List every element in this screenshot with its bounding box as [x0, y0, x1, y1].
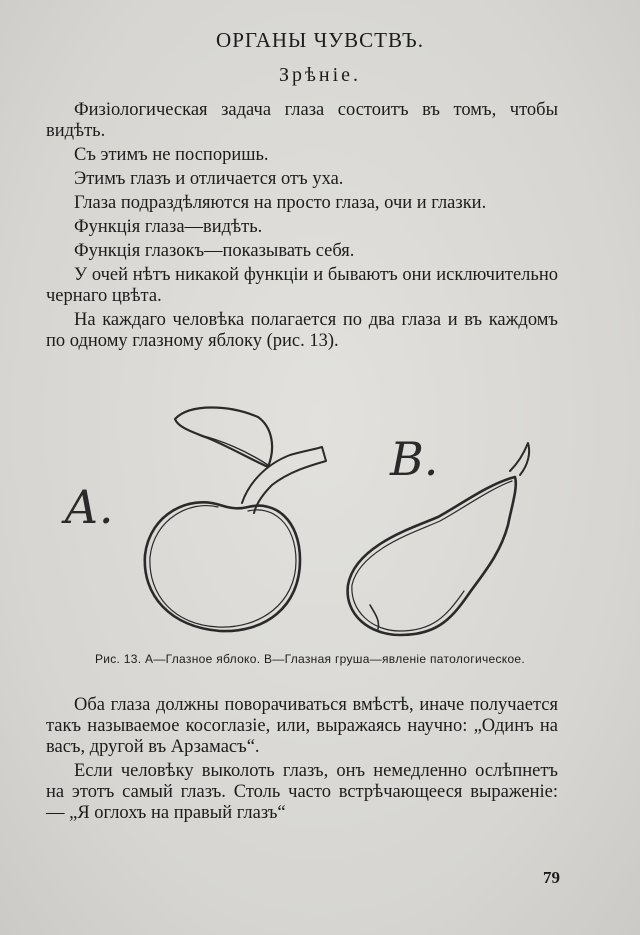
paragraph: Если человѣку выколоть глазъ, онъ немедленно ослѣпнетъ на этотъ самый глазъ. Столь часто встрѣчающееся выраженіе: — „Я оглохъ на правый глазъ“	[46, 761, 558, 823]
figure-drawing	[50, 395, 570, 645]
paragraph: Оба глаза должны поворачиваться вмѣстѣ, иначе получается такъ называемое косоглазіе, или, выражаясь научно: „Одинъ на васъ, другой въ Арзамасъ“.	[46, 695, 558, 757]
paragraph: У очей нѣтъ никакой функціи и бываютъ они исключительно чернаго цвѣта.	[46, 265, 558, 306]
page-number: 79	[543, 868, 560, 887]
paragraph: Функція глаза—видѣть.	[74, 217, 263, 237]
figure-label-a: А.	[64, 480, 114, 534]
paragraph: Съ этимъ не поспоришь.	[74, 145, 269, 165]
figure-13	[50, 395, 570, 645]
paragraph: На каждаго человѣка полагается по два глаза и въ каждомъ по одному глазному яблоку (рис. 13).	[46, 310, 558, 351]
paragraph: Функція глазокъ—показывать себя.	[74, 241, 355, 261]
paragraph: Физіологическая задача глаза состоитъ въ томъ, чтобы видѣть.	[46, 100, 558, 141]
text-block-bottom	[46, 695, 558, 827]
apple-drawing-icon	[145, 408, 326, 632]
text-block-top	[46, 100, 558, 355]
paragraph: Этимъ глазъ и отличается отъ уха.	[74, 169, 344, 189]
page-title: ОРГАНЫ ЧУВСТВЪ.	[216, 28, 424, 52]
figure-label-b: В.	[390, 432, 439, 486]
figure-caption: Рис. 13. А—Глазное яблоко. В—Глазная груша—явленіе патологическое.	[94, 652, 526, 666]
section-title: Зрѣніе.	[278, 64, 361, 86]
paragraph: Глаза подраздѣляются на просто глаза, очи и глазки.	[74, 193, 487, 213]
